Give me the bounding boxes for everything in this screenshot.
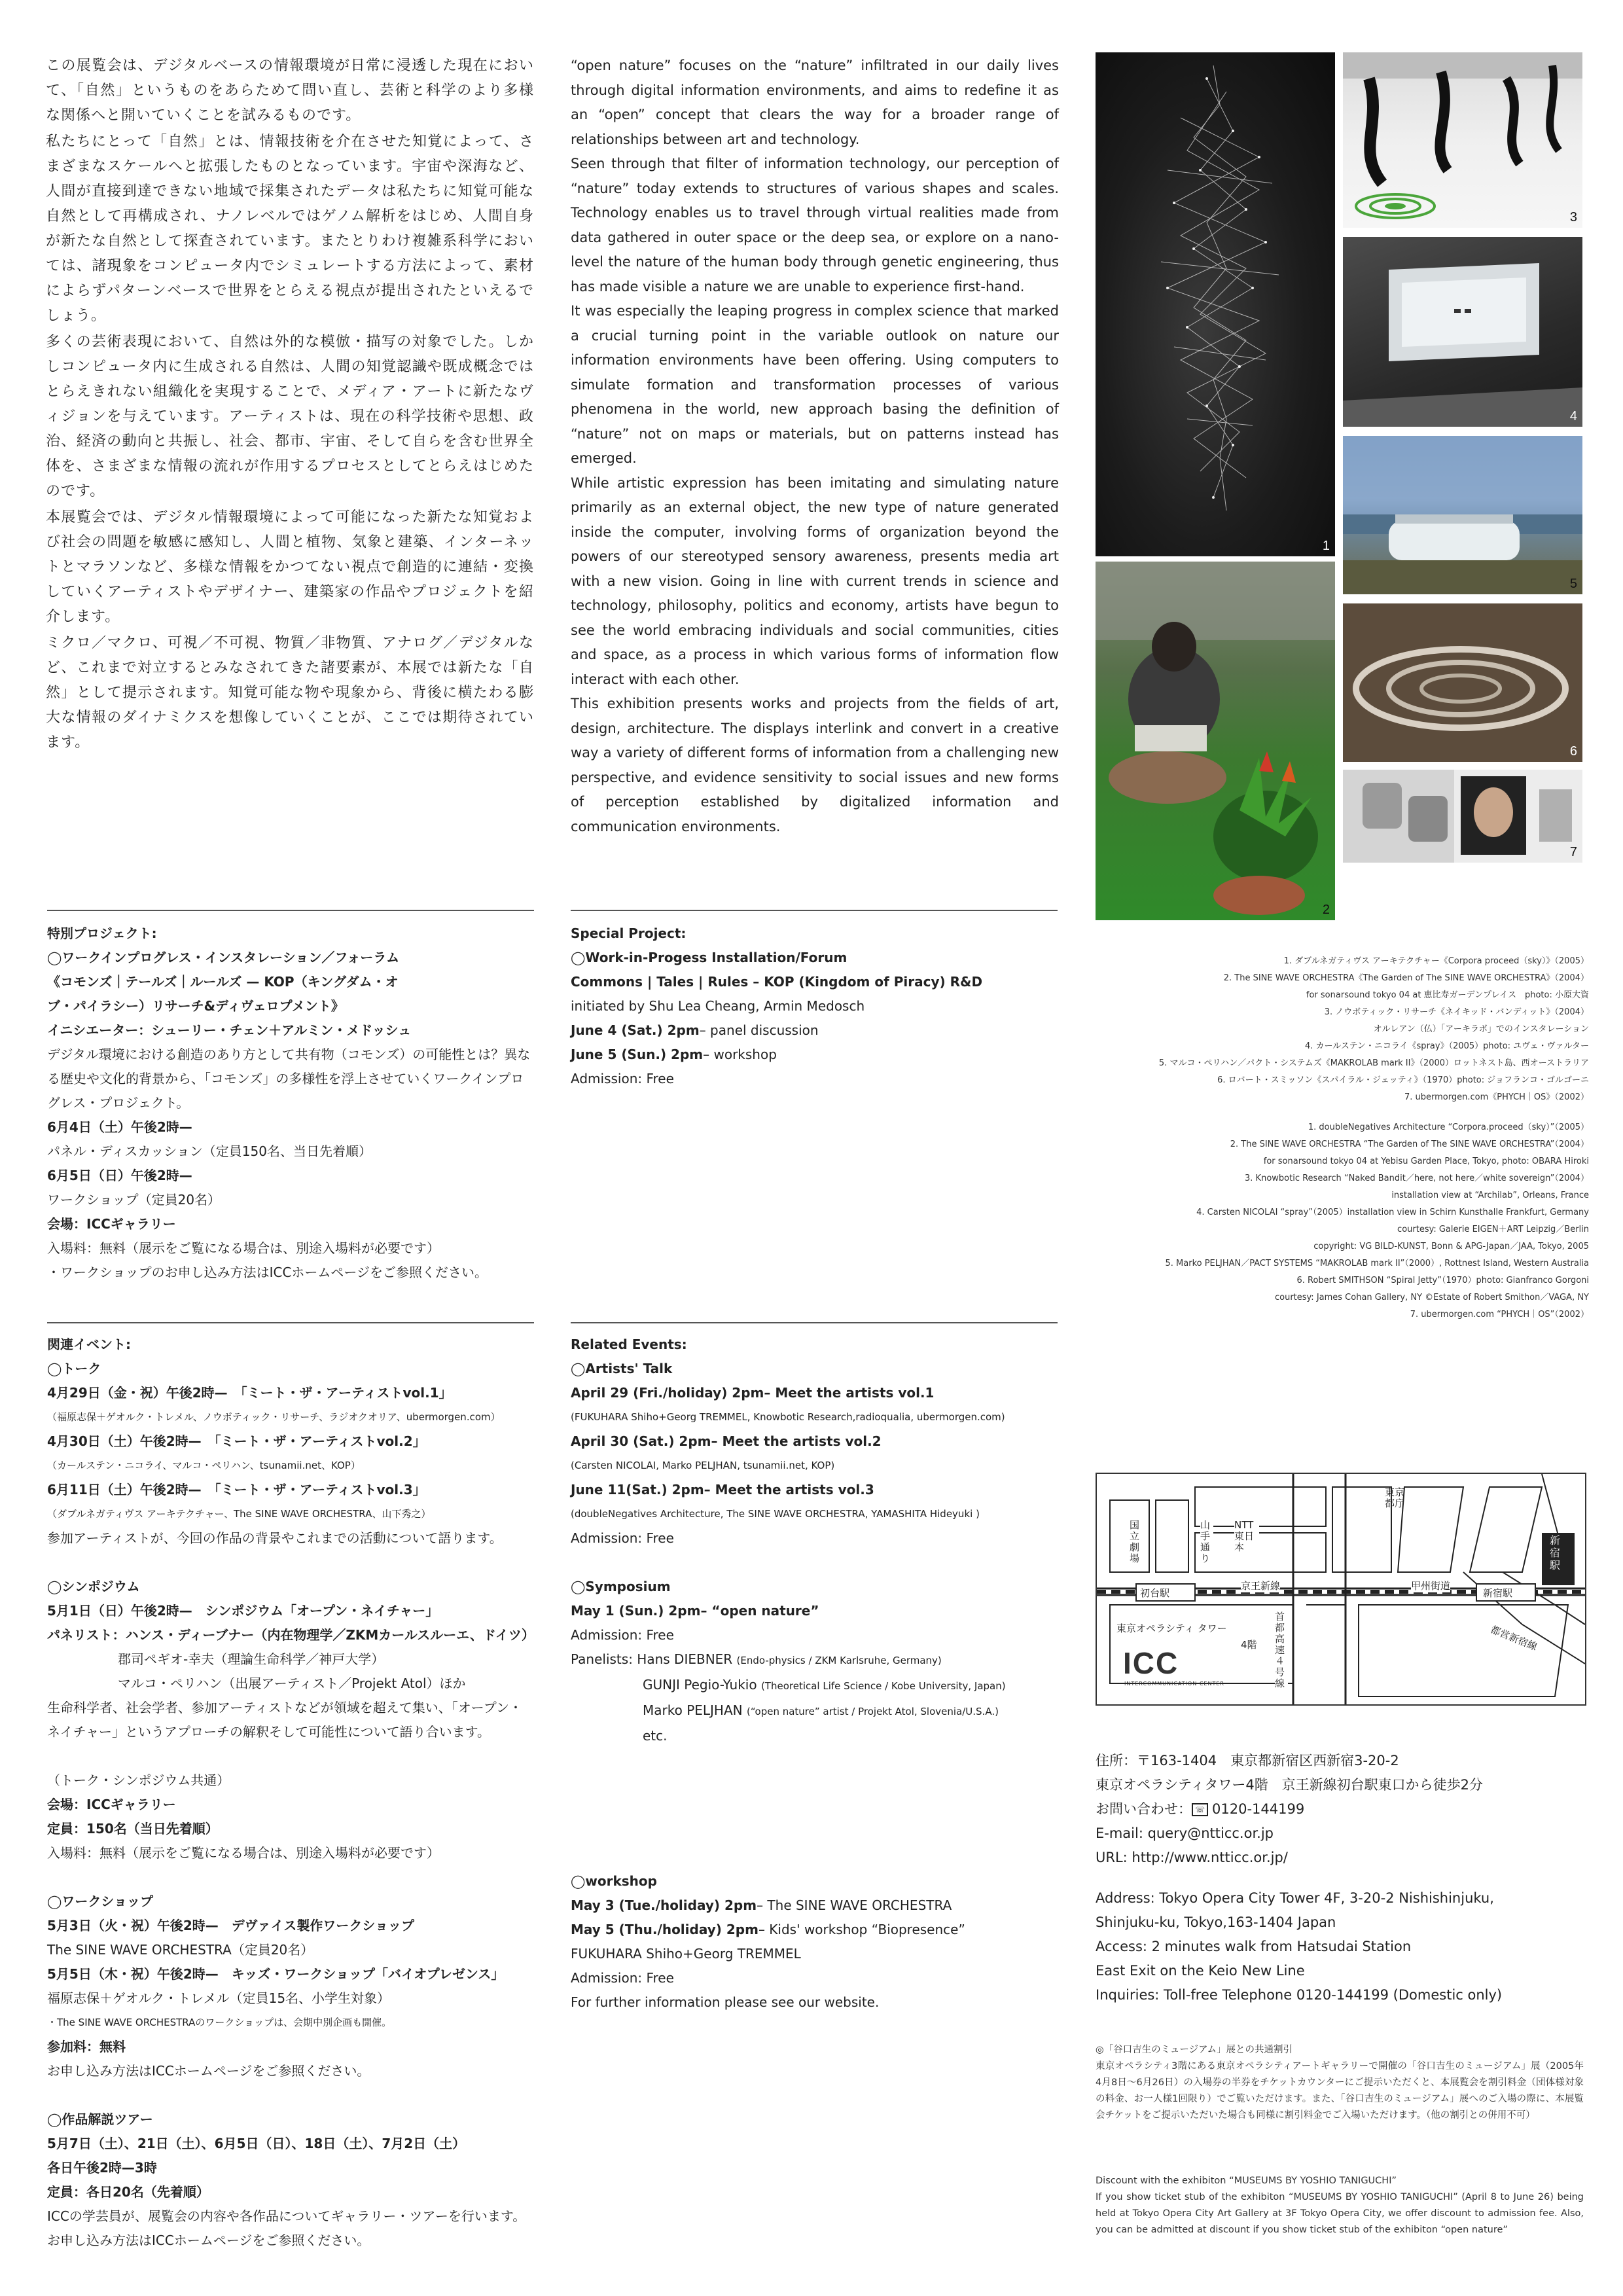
- sym-en-panel3: Marko PELJHAN: [643, 1702, 743, 1718]
- photo-1-number: 1: [1322, 539, 1330, 553]
- talk-jp-heading: ◯トーク: [47, 1361, 101, 1376]
- map-shuto: 首都高速４号線: [1275, 1611, 1288, 1689]
- photo-5: [1343, 436, 1582, 594]
- sym-en-panel-label: Panelists: Hans DIEBNER: [571, 1651, 733, 1667]
- talk-jp-2: 4月30日（土）午後2時— 「ミート・ザ・アーティストvol.2」: [47, 1433, 426, 1449]
- special-jp-heading: 特別プロジェクト:: [47, 925, 157, 941]
- photo-4-scene: [1343, 237, 1582, 427]
- talk-en-1: April 29 (Fri./holiday) 2pm– Meet the artists vol.1: [571, 1385, 935, 1401]
- sym-jp-panel1: パネリスト：ハンス・ディーブナー（内在物理学／ZKMカールスルーエ、ドイツ）: [47, 1627, 535, 1643]
- icc-logo-sub: INTERCOMMUNICATION CENTER: [1124, 1681, 1224, 1687]
- ws-en-admission: Admission: Free: [571, 1970, 674, 1986]
- special-en-heading: Special Project:: [571, 925, 687, 941]
- caption-en-9: 5. Marko PELJHAN／PACT SYSTEMS “MAKROLAB mark II”（2000）, Rottnest Island, Western Australia: [1165, 1259, 1589, 1268]
- intro-jp-p2: 私たちにとって「自然」とは、情報技術を介在させた知覚によって、さまざまなスケールへと拡張したものとなっています。宇宙や深海など、人間が直接到達できない地域で採集されたデータは私たちに知覚可能な自然として再構成され、ナノレベルではゲノム解析をはじめ、人間自身が新たな自然として探査されています。またとりわけ複雑系科学においては、諸現象をコンピュータ内でシミュレートする方法によって、素材によらずパターンベースで世界をとらえる視点が提出されたといえるでしょう。: [46, 134, 534, 324]
- photo-3: [1343, 52, 1582, 228]
- ws-jp-1-detail: The SINE WAVE ORCHESTRA（定員20名）: [47, 1942, 314, 1958]
- photo-4-number: 4: [1569, 409, 1577, 423]
- sym-en-panel2-role: (Theoretical Life Science / Kobe University, Japan): [760, 1680, 1006, 1692]
- caption-en-8: copyright: VG BILD-KUNST, Bonn & APG-Japan／JAA, Tokyo, 2005: [1313, 1242, 1589, 1251]
- info-en-access2: East Exit on the Keio New Line: [1096, 1963, 1305, 1979]
- caption-jp-3: for sonarsound tokyo 04 at 恵比寿ガーデンプレイス photo: 小原大資: [1306, 990, 1589, 1000]
- common-jp-venue: 会場：ICCギャラリー: [47, 1797, 176, 1812]
- intro-jp: [46, 54, 534, 757]
- map-shinjuku-station: 新宿駅: [1550, 1534, 1561, 1571]
- photo-3-scene: [1343, 52, 1582, 228]
- discount-jp: [1096, 2042, 1584, 2124]
- ws-jp-2: 5月5日（木・祝）午後2時— キッズ・ワークショップ「バイオプレゼンス」: [47, 1966, 505, 1982]
- talk-jp-3-people: （ダブルネガティヴス アーキテクチャー、The SINE WAVE ORCHESTRA、山下秀之）: [47, 1508, 431, 1520]
- photo-4: [1343, 237, 1582, 427]
- sym-jp-date: 5月1日（日）午後2時— シンポジウム「オープン・ネイチャー」: [47, 1603, 439, 1619]
- ws-jp-1: 5月3日（火・祝）午後2時— デヴァイス製作ワークショップ: [47, 1918, 414, 1933]
- captions-jp: [1159, 953, 1589, 1106]
- info-en-access1: Access: 2 minutes walk from Hatsudai Station: [1096, 1939, 1412, 1954]
- info-en-inquiries: Inquiries: Toll-free Telephone 0120-144199 (Domestic only): [1096, 1987, 1503, 2003]
- map-ntt: NTT東日本: [1234, 1520, 1259, 1553]
- discount-en: [1096, 2173, 1584, 2238]
- common-jp-capacity: 定員：150名（当日先着順）: [47, 1821, 219, 1837]
- sym-en-etc: etc.: [643, 1728, 668, 1744]
- intro-en-p1: “open nature” focuses on the “nature” infiltrated in our daily lives through digital information environments, and aims to redefine it as an “open” concept that clears the way for a broader range of relationships between art and technology.: [571, 58, 1059, 147]
- special-jp-date2-detail: ワークショップ（定員20名）: [47, 1192, 221, 1208]
- tour-jp-dates: 5月7日（土）、21日（土）、6月5日（日）、18日（土）、7月2日（土）: [47, 2136, 466, 2151]
- caption-en-3: for sonarsound tokyo 04 at Yebisu Garden Place, Tokyo, photo: OBARA Hiroki: [1263, 1157, 1589, 1166]
- events-jp: [47, 1333, 544, 2253]
- map-opera: 東京オペラシティ タワー: [1116, 1623, 1227, 1634]
- sym-jp-desc: 生命科学者、社会学者、参加アーティストなどが領域を超えて集い、「オープン・ネイチャー」というアプローチの解釈そして可能性について語り合います。: [47, 1700, 522, 1740]
- map-toei: 都営新宿線: [1489, 1623, 1539, 1653]
- discount-en-title: Discount with the exhibiton “MUSEUMS BY YOSHIO TANIGUCHI”: [1096, 2176, 1397, 2186]
- map-hatsudai: 初台駅: [1140, 1587, 1170, 1599]
- sym-en-admission: Admission: Free: [571, 1627, 674, 1643]
- freedial-icon: ☏: [1192, 1803, 1208, 1816]
- special-en-initiated: initiated by Shu Lea Cheang, Armin Medosch: [571, 998, 865, 1014]
- map-keio-shinsen: 京王新線: [1241, 1580, 1281, 1592]
- photo-7-number: 7: [1569, 845, 1577, 859]
- common-jp: （トーク・シンポジウム共通）: [47, 1772, 230, 1788]
- ws-en-heading: ◯workshop: [571, 1873, 657, 1889]
- info-en-address1: Address: Tokyo Opera City Tower 4F, 3-20-2 Nishishinjuku,: [1096, 1890, 1494, 1906]
- discount-jp-body: 東京オペラシティ3階にある東京オペラシティアートギャラリーで開催の「谷口吉生のミュージアム」展（2005年4月8日〜6月26日）の入場券の半券をチケットカウンターにご提示いただくと、本展覧会を割引料金（団体様対象の料金、お一人様1回限り）でご覧いただけます。また、「谷口吉生のミュージアム」展へのご入場の際に、本展覧会チケットをご提示いただいた場合も同様に割引料金でご入場いただけます。（他の割引との併用不可）: [1096, 2061, 1584, 2121]
- tour-jp-time: 各日午後2時—3時: [47, 2160, 157, 2176]
- special-en-admission: Admission: Free: [571, 1071, 674, 1086]
- ws-en-1-title: – The SINE WAVE ORCHESTRA: [757, 1897, 952, 1913]
- map-floor: 4階: [1241, 1639, 1257, 1651]
- ws-en-2-people: FUKUHARA Shiho+Georg TREMMEL: [571, 1946, 801, 1962]
- sym-en-panel2: GUNJI Pegio-Yukio: [643, 1677, 757, 1693]
- icc-logo: ICC: [1123, 1646, 1179, 1680]
- common-jp-fee: 入場料：無料（展示をご覧になる場合は、別途入場料が必要です）: [47, 1845, 440, 1861]
- caption-en-2: 2. The SINE WAVE ORCHESTRA “The Garden of The SINE WAVE ORCHESTRA”（2004）: [1230, 1139, 1589, 1149]
- sym-en-panel3-role: (“open nature” artist / Projekt Atol, Slovenia/U.S.A.): [746, 1706, 999, 1717]
- info-en: [1096, 1886, 1502, 2007]
- sym-jp-heading: ◯シンポジウム: [47, 1579, 140, 1594]
- info-en-address2: Shinjuku-ku, Tokyo,163-1404 Japan: [1096, 1914, 1336, 1930]
- talk-en-2: April 30 (Sat.) 2pm– Meet the artists vol.2: [571, 1433, 882, 1449]
- caption-en-6: 4. Carsten NICOLAI “spray”（2005）installation view in Schirn Kunsthalle Frankfurt, Germany: [1196, 1208, 1589, 1217]
- intro-en-p3: It was especially the leaping progress in complex science that marked a crucial turning point in the variable outlook on nature our information environments have been offering. Using computers to simulate formation and transformation processes of various phenomena in the world, new approach basing the definition of “nature” not on maps or materials, but on patterns instead has emerged.: [571, 303, 1059, 466]
- photo-6-scene: [1343, 603, 1582, 762]
- photo-6: [1343, 603, 1582, 762]
- info-jp: [1096, 1749, 1483, 1870]
- caption-jp-4: 3. ノウボティック・リサーチ《ネイキッド・バンディット》（2004）: [1324, 1007, 1589, 1017]
- intro-jp-p3: 多くの芸術表現において、自然は外的な模倣・描写の対象でした。しかしコンピュータ内に生成される自然は、人間の知覚認識や既成概念ではとらえきれない組織化を実現することで、メディア・アートに新たなヴィジョンを与えています。アーティストは、現在の科学技術や思想、政治、経済の動向と共振し、社会、都市、宇宙、そして自らを含む世界全体を、さまざまな情報の流れが作用するプロセスとしてとらえはじめたのです。: [46, 334, 534, 499]
- intro-en-p5: This exhibition presents works and projects from the fields of art, design, architecture. The displays interlink and convert in a creative way a variety of different forms of information from a challenging new perspective, and evidence sensitivity to social issues and new forms of perception established by digitalized information and communication environments.: [571, 696, 1059, 834]
- sym-en-date: May 1 (Sun.) 2pm: [571, 1603, 701, 1619]
- photo-7: [1343, 770, 1582, 863]
- events-en: [571, 1333, 1081, 2015]
- map-koshu: 甲州街道: [1411, 1580, 1451, 1592]
- special-jp-type: ◯ワークインプログレス・インスタレーション／フォーラム: [47, 950, 400, 965]
- special-project-jp: [47, 922, 544, 1285]
- ws-jp-2-detail: 福原志保＋ゲオルク・トレメル（定員15名、小学生対象）: [47, 1990, 391, 2006]
- special-jp-date1-detail: パネル・ディスカッション（定員150名、当日先着順）: [47, 1143, 372, 1159]
- photo-5-number: 5: [1569, 577, 1577, 591]
- intro-en-p2: Seen through that filter of information technology, our perception of “nature” today extends to structures of various shapes and scales. Technology enables us to travel through virtual realities made from data gathered in outer space or the deep sea, or explore on a nano-level the nature of the human body through genetic engineering, thus has made visible a nature we are unable to experience first-hand.: [571, 156, 1059, 295]
- map-tocho: 東京都庁: [1385, 1486, 1405, 1509]
- divider-jp-2: [47, 1322, 534, 1323]
- intro-jp-p1: この展覧会は、デジタルベースの情報環境が日常に浸透した現在において、「自然」というものをあらためて問い直し、芸術と科学のより多様な関係へと開いていくことを試みるものです。: [46, 58, 534, 124]
- photo-1-wireframe: [1096, 52, 1335, 556]
- sym-en-title: – “open nature”: [700, 1603, 819, 1619]
- talk-en-2-people: (Carsten NICOLAI, Marko PELJHAN, tsunamii.net, KOP): [571, 1460, 835, 1471]
- discount-jp-title: ◎「谷口吉生のミュージアム」展との共通割引: [1096, 2045, 1293, 2055]
- special-jp-title: 《コモンズ｜テールズ｜ルールズ — KOP（キングダム・オブ・パイラシー）リサーチ&ディヴェロプメント》: [47, 974, 399, 1014]
- ws-en-1-date: May 3 (Tue./holiday) 2pm: [571, 1897, 757, 1913]
- sym-en-panel1-role: (Endo-physics / ZKM Karlsruhe, Germany): [736, 1655, 942, 1666]
- special-jp-fee: 入場料：無料（展示をご覧になる場合は、別途入場料が必要です）: [47, 1240, 440, 1256]
- photo-2-number: 2: [1322, 903, 1330, 917]
- talk-jp-note: 参加アーティストが、今回の作品の背景やこれまでの活動について語ります。: [47, 1530, 503, 1546]
- caption-en-11: courtesy: James Cohan Gallery, NY ©Estate of Robert Smithon／VAGA, NY: [1275, 1293, 1589, 1302]
- caption-jp-1: 1. ダブルネガティヴス アーキテクチャー《Corpora proceed（sky）》（2005）: [1283, 956, 1589, 966]
- divider-en-2: [571, 1322, 1058, 1323]
- special-jp-desc: デジタル環境における創造のあり方として共有物（コモンズ）の可能性とは？異なる歴史や文化的背景から、「コモンズ」の多様性を浮上させていくワークインプログレス・プロジェクト。: [47, 1047, 531, 1111]
- special-en-date1-detail: – panel discussion: [699, 1022, 819, 1038]
- info-jp-access: 東京オペラシティタワー4階 京王新線初台駅東口から徒歩2分: [1096, 1777, 1484, 1793]
- talk-jp-2-people: （カールステン・ニコライ、マルコ・ペリハン、tsunamii.net、KOP）: [47, 1460, 361, 1471]
- sym-jp-panel3: マルコ・ペリハン（出展アーティスト／Projekt Atol）ほか: [118, 1676, 466, 1691]
- inquiry-label: お問い合わせ：: [1096, 1801, 1192, 1817]
- info-jp-address: 住所：〒163-1404 東京都新宿区西新宿3-20-2: [1096, 1753, 1399, 1768]
- photo-2: [1096, 562, 1335, 920]
- talk-en-1-people: (FUKUHARA Shiho+Georg TREMMEL, Knowbotic Research,radioqualia, ubermorgen.com): [571, 1411, 1005, 1423]
- photo-1: [1096, 52, 1335, 556]
- tour-jp-desc: ICCの学芸員が、展覧会の内容や各作品についてギャラリー・ツアーを行います。お申し込み方法はICCホームページをご参照ください。: [47, 2208, 526, 2248]
- special-jp-initiators: イニシエーター：シューリー・チェン＋アルミン・メドッシュ: [47, 1022, 412, 1038]
- divider-jp-1: [47, 910, 534, 911]
- access-map: [1096, 1473, 1586, 1706]
- special-jp-note: ・ワークショップのお申し込み方法はICCホームページをご参照ください。: [47, 1265, 488, 1280]
- special-jp-date2: 6月5日（日）午後2時—: [47, 1168, 192, 1183]
- ws-jp-note: ・The SINE WAVE ORCHESTRAのワークショップは、会期中別企画も開催。: [47, 2017, 392, 2028]
- special-en-type: ◯Work-in-Progess Installation/Forum: [571, 950, 847, 965]
- intro-jp-p5: ミクロ／マクロ、可視／不可視、物質／非物質、アナログ／デジタルなど、これまで対立するとみなされてきた諸要素が、本展では新たな「自然」として提示されます。知覚可能な物や現象から、背後に横たわる膨大な情報のダイナミクスを想像していくことが、ここでは期待されています。: [46, 635, 534, 751]
- events-en-heading: Related Events:: [571, 1336, 687, 1352]
- intro-en-p4: While artistic expression has been imitating and simulating nature primarily as an external object, the new type of nature generated inside the computer, involving forms of organization beyond the powers of our stereotyped sensory awareness, presents media art with a new vision. Going in line with current trends in science and technology, philosophy, politics and economy, artists have begun to see the world embracing individuals and social communities, cities and space, as a process in which various forms of information flow interact with each other.: [571, 475, 1059, 687]
- special-en-date2-detail: – workshop: [703, 1047, 777, 1062]
- caption-jp-5: オルレアン（仏）「アーキラボ」でのインスタレーション: [1373, 1024, 1589, 1034]
- caption-en-1: 1. doubleNegatives Architecture “Corpora.proceed（sky）”（2005）: [1308, 1122, 1589, 1132]
- info-jp-email[interactable]: E-mail: query@ntticc.or.jp: [1096, 1825, 1274, 1841]
- sym-en-heading: ◯Symposium: [571, 1579, 671, 1594]
- caption-en-10: 6. Robert SMITHSON “Spiral Jetty”（1970）photo: Gianfranco Gorgoni: [1296, 1276, 1589, 1285]
- special-jp-venue: 会場：ICCギャラリー: [47, 1216, 176, 1232]
- caption-jp-9: 7. ubermorgen.com《PHYCH｜OS》（2002）: [1404, 1092, 1589, 1102]
- events-jp-heading: 関連イベント:: [47, 1336, 131, 1352]
- caption-en-7: courtesy: Galerie EIGEN＋ART Leipzig／Berlin: [1397, 1225, 1589, 1234]
- ws-jp-apply: お申し込み方法はICCホームページをご参照ください。: [47, 2063, 370, 2079]
- ws-en-2-title: – Kids' workshop “Biopresence”: [758, 1922, 965, 1937]
- talk-en-heading: ◯Artists' Talk: [571, 1361, 673, 1376]
- caption-en-5: installation view at “Archilab”, Orleans, France: [1391, 1191, 1589, 1200]
- sym-jp-panel2: 郡司ペギオ-幸夫（理論生命科学／神戸大学）: [118, 1651, 385, 1667]
- special-en-date1: June 4 (Sat.) 2pm: [571, 1022, 700, 1038]
- talk-en-3-people: (doubleNegatives Architecture, The SINE WAVE ORCHESTRA, YAMASHITA Hideyuki ): [571, 1508, 980, 1520]
- intro-en: [571, 54, 1059, 839]
- photo-5-scene: [1343, 436, 1582, 594]
- caption-jp-8: 6. ロバート・スミッソン《スパイラル・ジェッティ》（1970）photo: ジョフランコ・ゴルゴーニ: [1217, 1075, 1589, 1085]
- info-jp-url[interactable]: URL: http://www.ntticc.or.jp/: [1096, 1850, 1288, 1865]
- ws-en-more: For further information please see our website.: [571, 1994, 880, 2010]
- caption-jp-7: 5. マルコ・ペリハン／パクト・システムズ《MAKROLAB mark II》（2000）ロットネスト島、西オーストラリア: [1158, 1058, 1589, 1068]
- special-en-title: Commons | Tales | Rules – KOP (Kingdom of Piracy) R&D: [571, 974, 983, 990]
- talk-en-admission: Admission: Free: [571, 1530, 674, 1546]
- caption-en-4: 3. Knowbotic Research “Naked Bandit／here, not here／white sovereign”（2004）: [1245, 1174, 1589, 1183]
- map-kokuritsu: 国立劇場: [1130, 1520, 1143, 1564]
- captions-en: [1166, 1119, 1590, 1323]
- ws-en-2-date: May 5 (Thu./holiday) 2pm: [571, 1922, 758, 1937]
- special-project-en: [571, 922, 1068, 1091]
- map-shinjuku-small: 新宿駅: [1483, 1587, 1513, 1599]
- photo-2-scene: [1096, 562, 1335, 920]
- talk-jp-1: 4月29日（金・祝）午後2時— 「ミート・ザ・アーティストvol.1」: [47, 1385, 452, 1401]
- inquiry-number: 0120-144199: [1212, 1801, 1305, 1817]
- ws-jp-fee: 参加料：無料: [47, 2039, 126, 2054]
- talk-jp-3: 6月11日（土）午後2時— 「ミート・ザ・アーティストvol.3」: [47, 1482, 426, 1498]
- talk-en-3: June 11(Sat.) 2pm– Meet the artists vol.3: [571, 1482, 874, 1498]
- tour-jp-cap: 定員：各日20名（先着順）: [47, 2184, 209, 2200]
- special-en-date2: June 5 (Sun.) 2pm: [571, 1047, 704, 1062]
- photo-7-scene: [1343, 770, 1582, 863]
- info-jp-inquiry: [1096, 1797, 1483, 1821]
- discount-en-body: If you show ticket stub of the exhibiton “MUSEUMS BY YOSHIO TANIGUCHI” (April 8 to June 26) being held at Tokyo Opera City Art Gallery at 3F Tokyo Opera City, we offer discount to admission fee. Also, you can be admitted at discount if you show ticket stub of the exhibiton “open nature”: [1096, 2192, 1584, 2235]
- photo-3-number: 3: [1569, 210, 1577, 224]
- ws-jp-heading: ◯ワークショップ: [47, 1893, 153, 1909]
- tour-jp-heading: ◯作品解説ツアー: [47, 2111, 153, 2127]
- caption-jp-2: 2. The SINE WAVE ORCHESTRA《The Garden of The SINE WAVE ORCHESTRA》（2004）: [1223, 973, 1589, 983]
- intro-jp-p4: 本展覧会では、デジタル情報環境によって可能になった新たな知覚および社会の問題を敏感に感知し、人間と植物、気象と建築、インターネットとマラソンなど、多様な情報をかつてない視点で創造的に連結・変換していくアーティストやデザイナー、建築家の作品やプロジェクトを紹介します。: [46, 509, 534, 625]
- caption-en-12: 7. ubermorgen.com “PHYCH｜OS”（2002）: [1410, 1310, 1589, 1319]
- caption-jp-6: 4. カールステン・ニコライ《spray》（2005）photo: ユヴェ・ヴァルター: [1304, 1041, 1589, 1051]
- talk-jp-1-people: （福原志保＋ゲオルク・トレメル、ノウボティック・リサーチ、ラジオクオリア、ubermorgen.com）: [47, 1411, 501, 1423]
- divider-en-1: [571, 910, 1058, 911]
- special-jp-date1: 6月4日（土）午後2時—: [47, 1119, 192, 1135]
- photo-6-number: 6: [1569, 744, 1577, 759]
- map-yamate: 山手通り: [1200, 1520, 1213, 1564]
